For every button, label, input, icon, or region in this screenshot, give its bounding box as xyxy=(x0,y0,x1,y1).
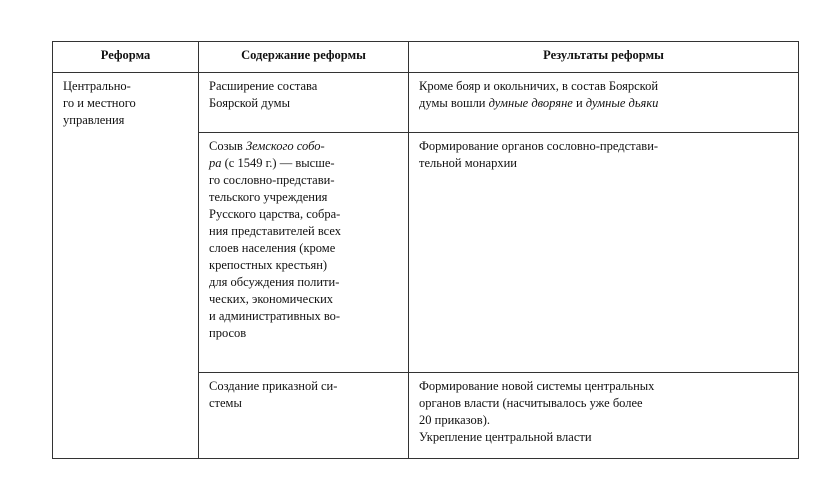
result-text: думы вошли xyxy=(419,96,489,110)
reform-name-cell xyxy=(53,73,199,459)
content-line: ния представителей всех xyxy=(209,224,342,238)
result-line: Формирование органов сословно-представи- xyxy=(419,139,659,153)
content-text: (с 1549 г.) — высше- xyxy=(221,156,335,170)
content-line: Боярской думы xyxy=(209,96,290,110)
result-term-dumnye-dvoryane: думные дворяне xyxy=(488,96,573,110)
result-text: и xyxy=(572,96,586,110)
content-line: крепостных крестьян) xyxy=(209,258,328,272)
result-line: Укрепление центральной власти xyxy=(419,430,592,444)
content-line: ческих, экономических xyxy=(209,292,334,306)
content-line: Создание приказной си- xyxy=(209,379,338,393)
result-cell xyxy=(409,373,799,459)
reform-name-line: Центрально- xyxy=(63,79,131,93)
content-line: тельского учреждения xyxy=(209,190,328,204)
content-line: слоев населения (кроме xyxy=(209,241,336,255)
result-line: Кроме бояр и окольничих, в состав Боярской xyxy=(419,79,659,93)
content-line: стемы xyxy=(209,396,242,410)
result-line xyxy=(419,95,788,112)
reforms-table xyxy=(52,41,799,459)
content-line: для обсуждения полити- xyxy=(209,275,340,289)
content-cell xyxy=(199,133,409,373)
reform-name-line: управления xyxy=(63,113,125,127)
result-cell xyxy=(409,73,799,133)
content-line: го сословно-представи- xyxy=(209,173,335,187)
result-term-dumnye-dyaki: думные дьяки xyxy=(585,96,659,110)
content-line: Русского царства, собра- xyxy=(209,207,341,221)
result-line: Формирование новой системы центральных xyxy=(419,379,655,393)
header-content: Содержание реформы xyxy=(199,42,409,73)
header-row xyxy=(53,42,799,73)
content-term-zemsky-sobor: Земского собо- xyxy=(245,139,325,153)
content-cell xyxy=(199,373,409,459)
result-line: тельной монархии xyxy=(419,156,517,170)
header-reform: Реформа xyxy=(53,42,199,73)
content-line: просов xyxy=(209,326,247,340)
header-results: Результаты реформы xyxy=(409,42,799,73)
reform-name-line: го и местного xyxy=(63,96,136,110)
content-line xyxy=(209,155,398,172)
table-row xyxy=(53,73,799,133)
result-line: органов власти (насчитывалось уже более xyxy=(419,396,643,410)
content-line: Расширение состава xyxy=(209,79,318,93)
content-text: Созыв xyxy=(209,139,246,153)
content-term-zemsky-sobor: ра xyxy=(209,156,222,170)
table-body xyxy=(53,73,799,459)
table-header xyxy=(53,42,799,73)
result-line: 20 приказов). xyxy=(419,413,490,427)
content-line: и административных во- xyxy=(209,309,341,323)
content-line xyxy=(209,138,398,155)
content-cell xyxy=(199,73,409,133)
result-cell xyxy=(409,133,799,373)
